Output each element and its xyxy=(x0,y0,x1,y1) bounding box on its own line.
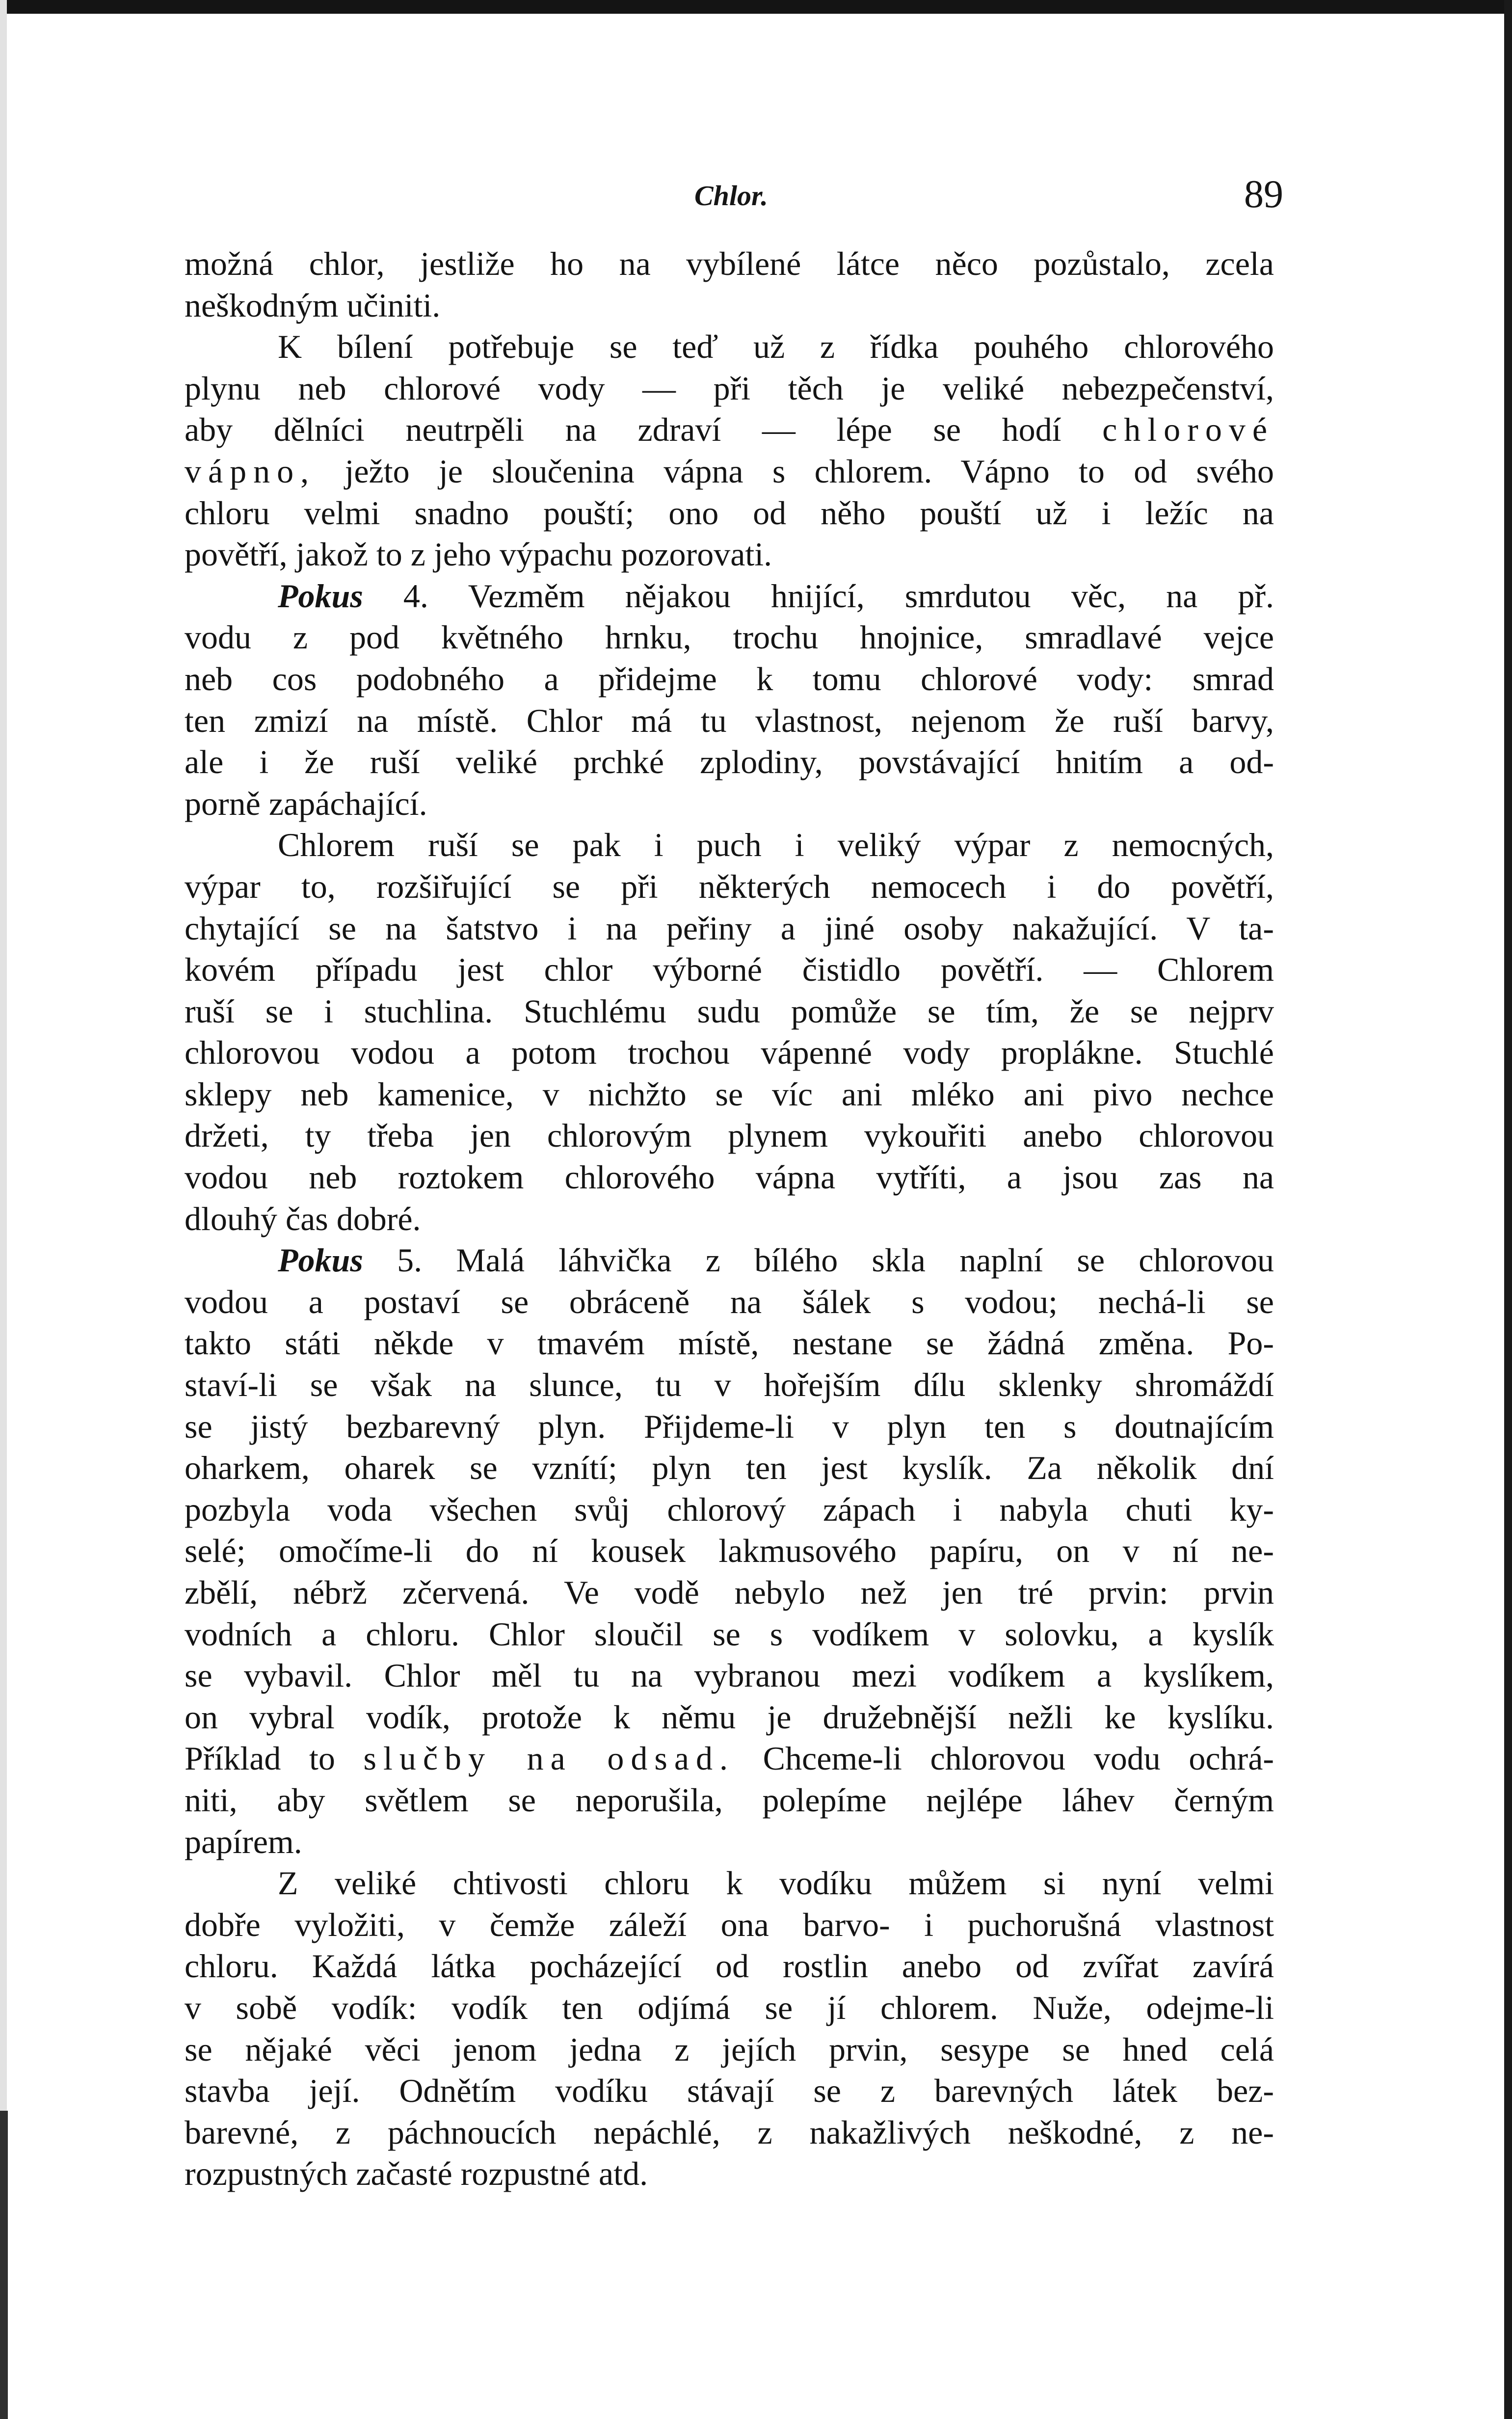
text-line: on vybral vodík, protože k němu je družebnější nežli ke kyslíku. xyxy=(185,1698,1274,1736)
text-line: se vybavil. Chlor měl tu na vybranou mezi vodíkem a kyslíkem, xyxy=(185,1657,1274,1694)
text-line xyxy=(185,451,1274,492)
text-line: držeti, ty třeba jen chlorovým plynem vykouřiti anebo chlorovou xyxy=(185,1117,1274,1155)
text-line xyxy=(185,1738,1274,1779)
text-line: vodních a chloru. Chlor sloučil se s vodíkem v solovku, a kyslík xyxy=(185,1615,1274,1653)
text-run: aby dělníci neutrpěli na zdraví — lépe se hodí xyxy=(185,411,1061,449)
text-line: v sobě vodík: vodík ten odjímá se jí chlorem. Nuže, odejme-li xyxy=(185,1989,1274,2026)
text-line: ten zmizí na místě. Chlor má tu vlastnost, nejenom že ruší barvy, xyxy=(185,701,1274,739)
text-line: barevné, z páchnoucích nepáchlé, z nakažlivých neškodné, z ne- xyxy=(185,2113,1274,2151)
text-line: dobře vyložiti, v čemže záleží ona barvo- i puchorušná vlastnost xyxy=(185,1906,1274,1943)
page-header xyxy=(182,169,1283,223)
text-line: oharkem, oharek se vznítí; plyn ten jest kyslík. Za několik dní xyxy=(185,1449,1274,1487)
text-run: ježto je sloučenina vápna s chlorem. Vápno to od svého xyxy=(345,452,1274,490)
text-run: Chceme-li chlorovou vodu ochrá- xyxy=(763,1740,1274,1777)
text-line: staví-li se však na slunce, tu v hořejším dílu sklenky shromáždí xyxy=(185,1366,1274,1404)
scan-border-top xyxy=(0,0,1512,14)
text-line: vodou a postaví se obráceně na šálek s vodou; nechá-li se xyxy=(185,1283,1274,1320)
text-line: niti, aby světlem se neporušila, polepíme nejlépe láhev černým xyxy=(185,1781,1274,1819)
text-line: selé; omočíme-li do ní kousek lakmusového papíru, on v ní ne- xyxy=(185,1532,1274,1570)
text-line: Chlorem ruší se pak i puch i veliký výpar z nemocných, xyxy=(278,826,1274,864)
text-line: kovém případu jest chlor výborné čistidlo povětří. — Chlorem xyxy=(185,951,1274,989)
text-line xyxy=(185,409,1274,451)
body-text xyxy=(185,243,1274,2195)
text-line: povětří, jakož to z jeho výpachu pozorovati. xyxy=(185,536,772,573)
page-number: 89 xyxy=(1244,173,1283,216)
spaced-term: chlorové xyxy=(1102,411,1274,449)
text-line: rozpustných začasté rozpustné atd. xyxy=(185,2155,648,2193)
experiment-label: Pokus xyxy=(278,577,363,615)
text-line: neškodným učiniti. xyxy=(185,286,441,324)
text-line: papírem. xyxy=(185,1823,302,1860)
text-line: chloru velmi snadno pouští; ono od něho pouští už i ležíc na xyxy=(185,494,1274,532)
running-head: Chlor. xyxy=(694,180,768,212)
text-line: sklepy neb kamenice, v nichžto se víc ani mléko ani pivo nechce xyxy=(185,1075,1274,1113)
text-line: vodu z pod květného hrnku, trochu hnojnice, smradlavé vejce xyxy=(185,618,1274,656)
text-run: 5. Malá láhvička z bílého skla naplní se chlorovou xyxy=(397,1241,1274,1279)
text-line: výpar to, rozšiřující se při některých nemocech i do povětří, xyxy=(185,867,1274,905)
text-line: chytající se na šatstvo i na peřiny a jiné osoby nakažující. V ta- xyxy=(185,909,1274,947)
text-line: takto státi někde v tmavém místě, nestane se žádná změna. Po- xyxy=(185,1324,1274,1362)
spaced-term: slučby na odsad. xyxy=(363,1740,735,1777)
text-line xyxy=(185,575,1274,617)
text-line: ale i že ruší veliké prchké zplodiny, povstávající hnitím a od- xyxy=(185,743,1274,781)
scan-border-left-shadow xyxy=(0,2111,8,2419)
text-line: plynu neb chlorové vody — při těch je veliké nebezpečenství, xyxy=(185,369,1274,407)
text-line: stavba její. Odnětím vodíku stávají se z barevných látek bez- xyxy=(185,2072,1274,2110)
text-line: se jistý bezbarevný plyn. Přijdeme-li v plyn ten s doutnajícím xyxy=(185,1407,1274,1445)
experiment-label: Pokus xyxy=(278,1241,363,1279)
text-line: porně zapáchající. xyxy=(185,784,427,822)
text-line: ruší se i stuchlina. Stuchlému sudu pomůže se tím, že se nejprv xyxy=(185,992,1274,1030)
text-line: neb cos podobného a přidejme k tomu chlorové vody: smrad xyxy=(185,660,1274,698)
text-line: K bílení potřebuje se teď už z řídka pouhého chlorového xyxy=(278,328,1274,366)
text-line: chloru. Každá látka pocházející od rostlin anebo od zvířat zavírá xyxy=(185,1947,1274,1985)
text-line: vodou neb roztokem chlorového vápna vytříti, a jsou zas na xyxy=(185,1158,1274,1196)
scan-border-right xyxy=(1504,0,1512,2419)
text-run: Příklad to xyxy=(185,1740,335,1777)
text-line xyxy=(185,1239,1274,1281)
text-line: Z veliké chtivosti chloru k vodíku můžem si nyní velmi xyxy=(278,1864,1274,1902)
text-line: se nějaké věci jenom jedna z jejích prvin, sesype se hned celá xyxy=(185,2030,1274,2068)
text-line: možná chlor, jestliže ho na vybílené látce něco pozůstalo, zcela xyxy=(185,245,1274,282)
text-run: 4. Vezměm nějakou hnijící, smrdutou věc, na př. xyxy=(403,577,1274,615)
text-line: dlouhý čas dobré. xyxy=(185,1200,421,1237)
spaced-term: vápno, xyxy=(185,452,316,490)
text-line: zbělí, nébrž zčervená. Ve vodě nebylo než jen tré prvin: prvin xyxy=(185,1574,1274,1611)
text-line: pozbyla voda všechen svůj chlorový zápach i nabyla chuti ky- xyxy=(185,1490,1274,1528)
text-line: chlorovou vodou a potom trochou vápenné vody propláknе. Stuchlé xyxy=(185,1034,1274,1072)
scan-border-left xyxy=(0,0,7,2419)
